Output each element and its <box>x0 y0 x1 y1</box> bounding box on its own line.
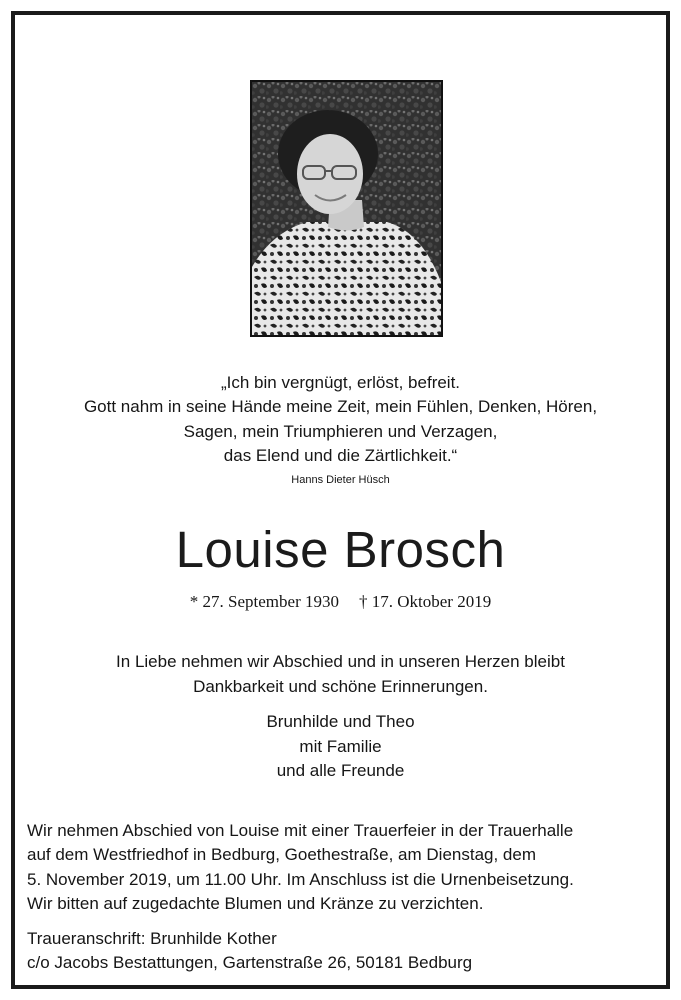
ceremony-line: Wir bitten auf zugedachte Blumen und Kränze zu verzichten. <box>27 893 484 913</box>
portrait-photo <box>250 80 443 337</box>
quote-line: das Elend und die Zärtlichkeit.“ <box>223 445 458 465</box>
life-dates <box>0 591 681 613</box>
deceased-name: Louise Brosch <box>175 521 506 578</box>
ceremony-line: auf dem Westfriedhof in Bedburg, Goethestraße, am Dienstag, dem <box>27 845 537 865</box>
farewell-text <box>0 650 681 699</box>
mourner-line: Brunhilde und Theo <box>266 712 415 731</box>
mourner-line: und alle Freunde <box>276 761 405 780</box>
quote-author: Hanns Dieter Hüsch <box>291 474 390 486</box>
farewell-line: In Liebe nehmen wir Abschied und in unseren Herzen bleibt <box>116 652 565 671</box>
quote-line: „Ich bin vergnügt, erlöst, befreit. <box>220 373 461 392</box>
quote-line: Gott nahm in seine Hände meine Zeit, mein Fühlen, Denken, Hören, <box>83 397 598 417</box>
ceremony-notice <box>27 819 667 916</box>
mourner-line: mit Familie <box>299 736 382 756</box>
farewell-line: Dankbarkeit und schöne Erinnerungen. <box>193 676 488 696</box>
memorial-quote <box>0 371 681 468</box>
ceremony-line: 5. November 2019, um 11.00 Uhr. Im Anschluss ist die Urnenbeisetzung. <box>27 869 574 889</box>
address-line: c/o Jacobs Bestattungen, Gartenstraße 26, 50181 Bedburg <box>27 953 473 973</box>
address-line: Traueranschrift: Brunhilde Kother <box>27 929 277 948</box>
mourning-address <box>27 927 667 976</box>
birth-date: * 27. September 1930 <box>189 592 339 611</box>
portrait-image <box>252 82 441 335</box>
ceremony-line: Wir nehmen Abschied von Louise mit einer Trauerfeier in der Trauerhalle <box>27 821 574 840</box>
quote-line: Sagen, mein Triumphieren und Verzagen, <box>183 421 498 441</box>
mourners-list <box>0 710 681 784</box>
death-date: † 17. Oktober 2019 <box>358 592 492 611</box>
